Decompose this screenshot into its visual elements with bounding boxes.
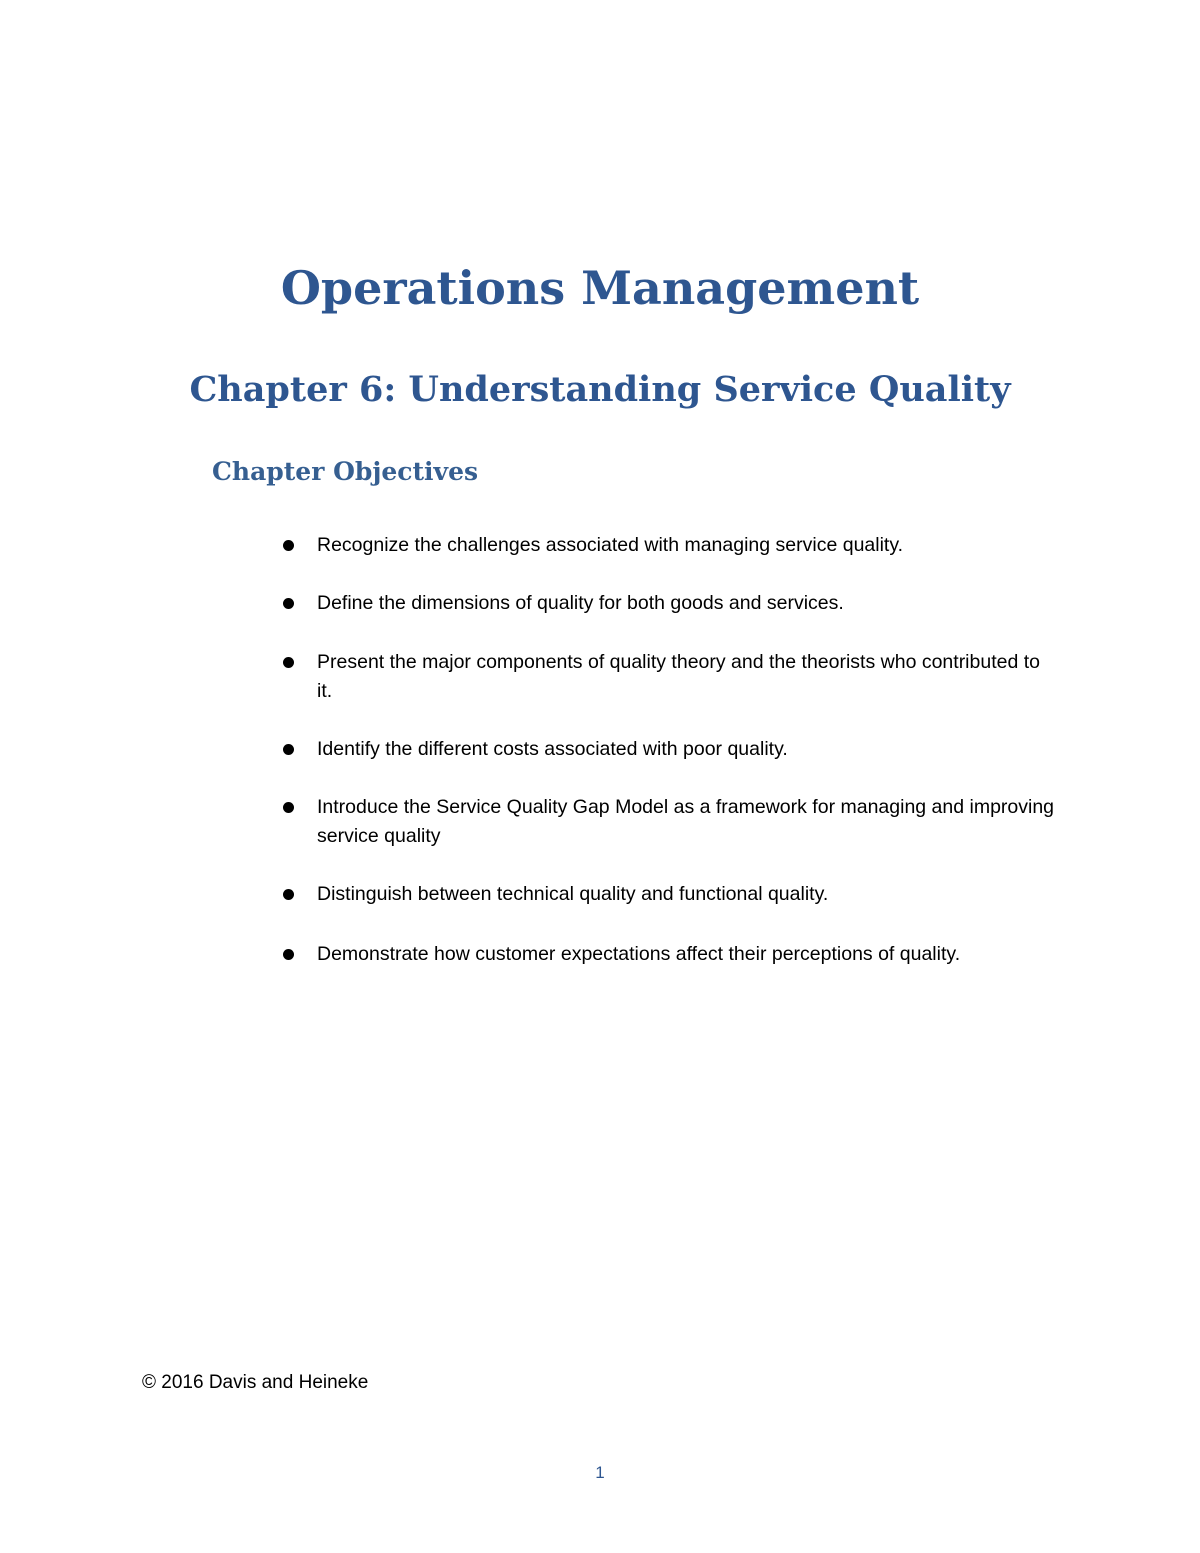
objective-text: Present the major components of quality theory and the theorists who contributed to it. xyxy=(317,651,1040,702)
objective-text: Recognize the challenges associated with managing service quality. xyxy=(317,534,904,556)
bullet-icon xyxy=(283,802,294,813)
objective-text: Introduce the Service Quality Gap Model as a framework for managing and improving service quality xyxy=(317,796,1055,847)
objective-text: Identify the different costs associated with poor quality. xyxy=(317,738,788,760)
bullet-icon xyxy=(283,657,294,668)
objective-text: Distinguish between technical quality and functional quality. xyxy=(317,883,829,905)
bullet-icon xyxy=(283,744,294,755)
copyright-notice: © 2016 Davis and Heineke xyxy=(142,1372,369,1393)
objective-text: Define the dimensions of quality for both goods and services. xyxy=(317,592,844,614)
bullet-icon xyxy=(283,598,294,609)
bullet-icon xyxy=(283,889,294,900)
chapter-title: Chapter 6: Understanding Service Quality xyxy=(189,369,1011,410)
page-number: 1 xyxy=(595,1463,605,1482)
bullet-icon xyxy=(283,949,294,960)
objectives-heading: Chapter Objectives xyxy=(212,457,479,486)
bullet-icon xyxy=(283,540,294,551)
objective-text: Demonstrate how customer expectations affect their perceptions of quality. xyxy=(317,943,961,965)
document-title: Operations Management xyxy=(280,261,920,315)
